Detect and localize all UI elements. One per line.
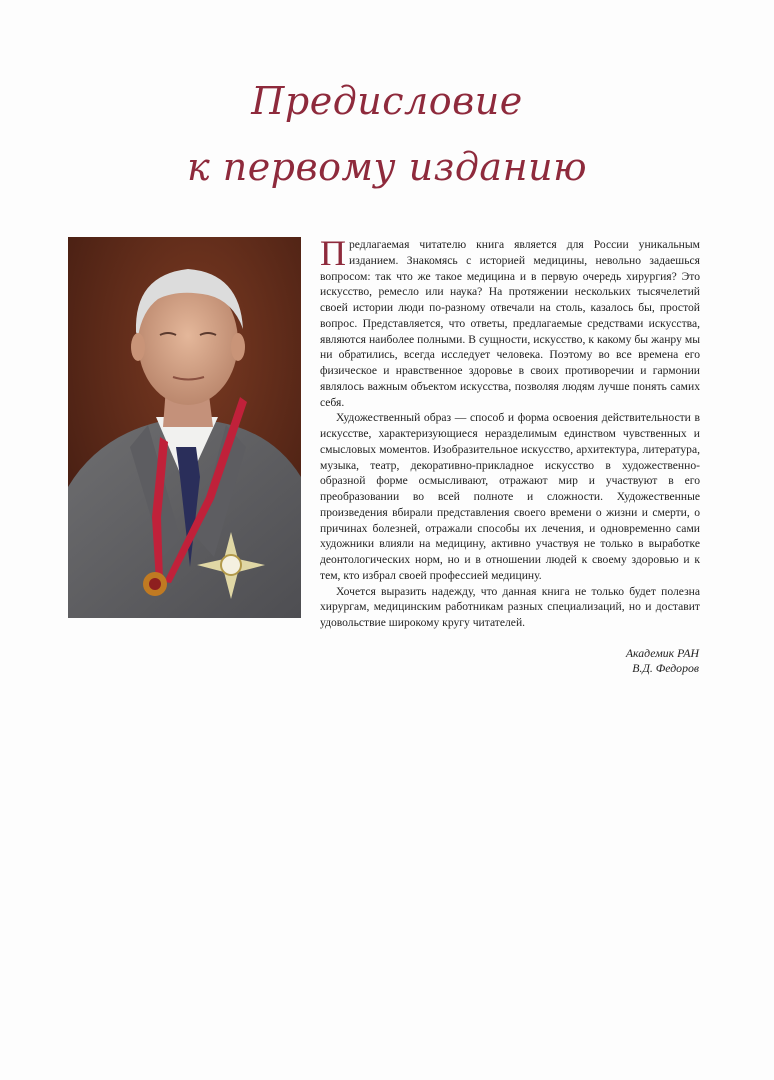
page-title-line2: к первому изданию xyxy=(186,145,588,189)
paragraph-2: Художественный образ — способ и форма освоения действительности в искусстве, характеризующиеся неразделимым единством чувственных и смысловых моментов. Изобразительное искусство, архитектура, литература, музыка, театр, декоративно-прикладное искусство в художественно-образной форме осмысливают, отражают мир и участвуют в его преобразовании во всей полноте и сложности. Художественные произведения вбирали представления своего времени о жизни и смерти, о причинах болезней, отражали способы их лечения, и одновременно сами художники влияли на медицину, активно участвуя не только в выработке деонтологических норм, но и в отношении людей к своему здоровью и к тем, кто избрал своей профессией медицину. xyxy=(320,411,700,582)
signature-name: В.Д. Федоров xyxy=(632,661,699,675)
paragraph-3: Хочется выразить надежду, что данная книга не только будет полезна хирургам, медицинским работникам разных специализаций, но и доставит удовольствие широкому кругу читателей. xyxy=(320,584,700,629)
signature-title: Академик РАН xyxy=(625,646,699,660)
paragraph-1 xyxy=(320,233,700,410)
portrait-photo xyxy=(68,237,301,618)
page-title-line1: Предисловие xyxy=(251,79,523,123)
drop-cap: П xyxy=(320,233,346,273)
signature xyxy=(626,646,699,676)
paragraph-1-text: редлагаемая читателю книга является для России уникальным изданием. Знакомясь с историей медицины, невольно задаешься вопросом: так что же такое медицина и в первую очередь хирургия? Это искусство, ремесло или наука? На протяжении нескольких тысячелетий своей истории люди по-разному отвечали на столь, казалось бы, простой вопрос. Представляется, что ответы, предлагаемые средствами искусства, являются наиболее полными. В сущности, искусство, к какому бы жанру мы ни обратились, всегда исследует человека. Поэтому во все времена его физическое и нравственное здоровье в своих противоречии и гармонии являлось важным объектом искусства, позволяя людям лучше понять самих себя. xyxy=(320,238,700,409)
preface-text xyxy=(320,233,700,631)
